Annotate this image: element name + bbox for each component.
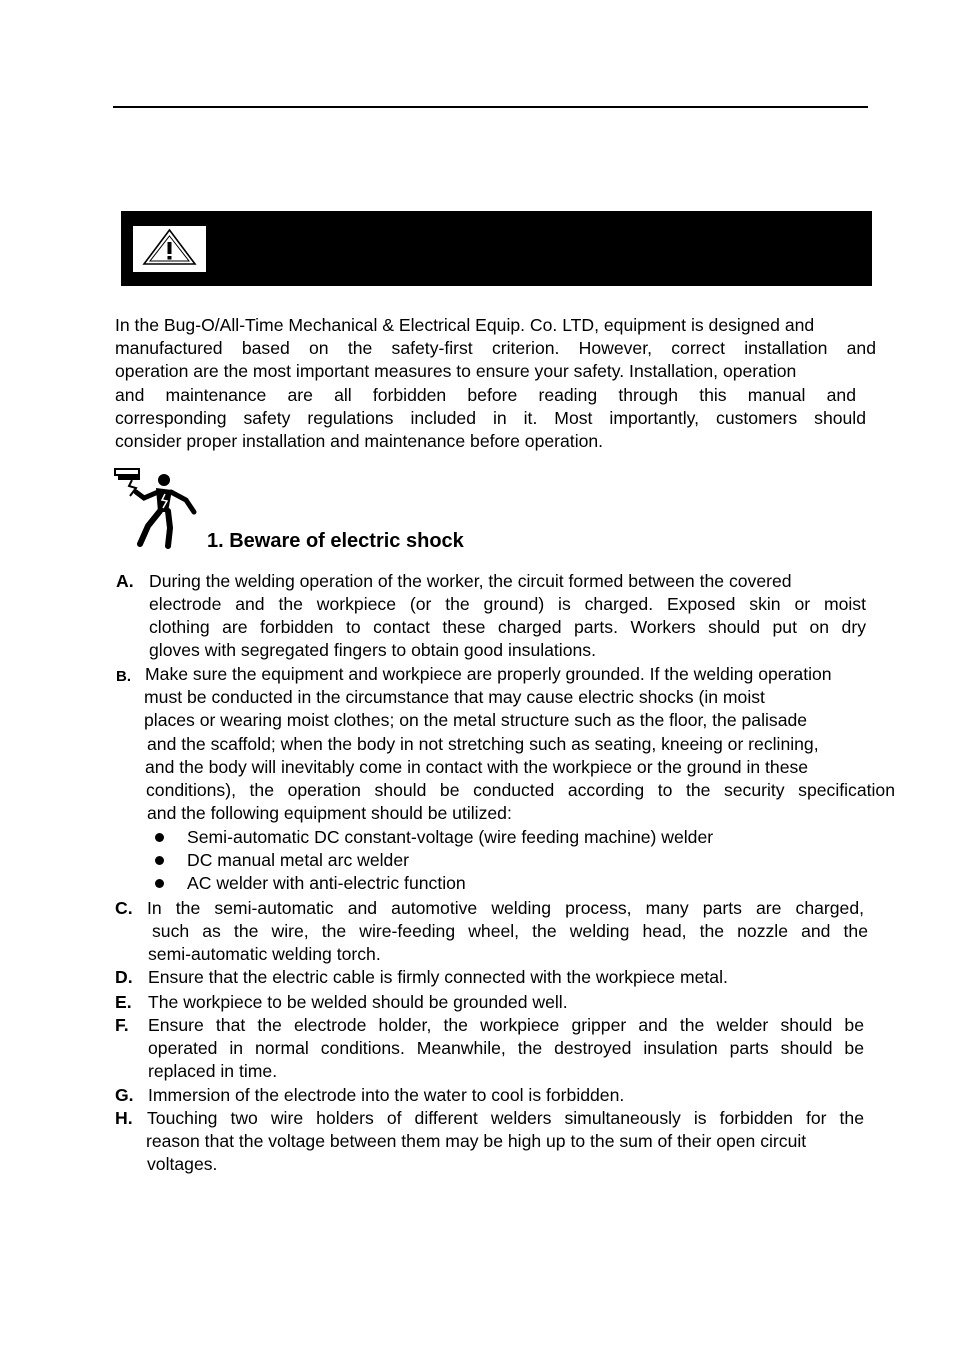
item-line: Touching two wire holders of different welders simultaneously is forbidden for the (147, 1108, 864, 1128)
intro-line: manufactured based on the safety-first criterion. However, correct installation and (115, 338, 876, 359)
warning-banner (121, 211, 872, 286)
list-item-f (115, 1014, 875, 1084)
item-letter: C. (115, 898, 133, 918)
item-line: reason that the voltage between them may be high up to the sum of their open circuit (146, 1131, 807, 1151)
item-line: electrode and the workpiece (or the ground) is charged. Exposed skin or moist (149, 594, 866, 614)
item-line: must be conducted in the circumstance that may cause electric shocks (in moist (144, 687, 765, 707)
item-line: operated in normal conditions. Meanwhile, the destroyed insulation parts should be (148, 1038, 864, 1058)
item-line: such as the wire, the wire-feeding wheel, the welding head, the nozzle and the (152, 921, 868, 941)
list-item-b (116, 663, 916, 828)
item-line: semi-automatic welding torch. (148, 944, 381, 964)
item-line: Make sure the equipment and workpiece are properly grounded. If the welding operation (145, 664, 832, 684)
bullet-dot (155, 833, 164, 842)
item-letter: H. (115, 1108, 133, 1128)
list-item-e (115, 991, 875, 1015)
item-line: and the scaffold; when the body in not stretching such as seating, kneeing or reclining, (147, 734, 819, 754)
item-line: Ensure that the electric cable is firmly connected with the workpiece metal. (148, 967, 728, 987)
item-line: voltages. (147, 1154, 218, 1174)
electric-shock-icon (114, 468, 200, 557)
item-line: During the welding operation of the worker, the circuit formed between the covered (149, 571, 792, 591)
intro-line: consider proper installation and maintenance before operation. (115, 431, 604, 452)
bullet-text: Semi-automatic DC constant-voltage (wire feeding machine) welder (187, 827, 714, 847)
item-letter: D. (115, 967, 133, 987)
intro-line: operation are the most important measures to ensure your safety. Installation, operation (115, 361, 797, 382)
list-item-c (115, 897, 875, 967)
item-line: Ensure that the electrode holder, the workpiece gripper and the welder should be (148, 1015, 864, 1035)
intro-paragraph (115, 314, 879, 453)
item-letter: G. (115, 1085, 134, 1105)
intro-line: and maintenance are all forbidden before reading through this manual and (115, 384, 856, 405)
item-line: Immersion of the electrode into the water to cool is forbidden. (148, 1085, 625, 1105)
item-line: and the following equipment should be utilized: (147, 803, 512, 823)
bullet-text: DC manual metal arc welder (187, 850, 409, 870)
header-rule (113, 106, 868, 108)
intro-line: corresponding safety regulations included in it. Most importantly, customers should (115, 407, 866, 428)
list-item-h (115, 1107, 875, 1177)
item-line: and the body will inevitably come in contact with the workpiece or the ground in these (145, 757, 809, 777)
item-letter: B. (116, 668, 131, 685)
item-letter: F. (115, 1015, 129, 1035)
item-line: places or wearing moist clothes; on the metal structure such as the floor, the palisade (144, 710, 808, 730)
item-line: gloves with segregated fingers to obtain good insulations. (149, 640, 596, 660)
list-item-d (115, 966, 875, 990)
list-item-g (115, 1084, 875, 1108)
bullet-dot (155, 879, 164, 888)
item-line: conditions), the operation should be conducted according to the security specification (146, 780, 895, 800)
bullet-text: AC welder with anti-electric function (187, 873, 466, 893)
item-letter: E. (115, 992, 132, 1012)
bullet-dot (155, 856, 164, 865)
item-line: clothing are forbidden to contact these charged parts. Workers should put on dry (149, 617, 866, 637)
item-line: replaced in time. (148, 1061, 278, 1081)
warning-triangle-icon (133, 226, 206, 272)
item-letter: A. (116, 571, 134, 591)
section-title: 1. Beware of electric shock (207, 530, 464, 552)
intro-line: In the Bug-O/All-Time Mechanical & Electrical Equip. Co. LTD, equipment is designed and (115, 315, 815, 335)
item-line: The workpiece to be welded should be grounded well. (148, 992, 568, 1012)
list-item-a (116, 570, 876, 663)
item-line: In the semi-automatic and automotive welding process, many parts are charged, (147, 898, 864, 918)
